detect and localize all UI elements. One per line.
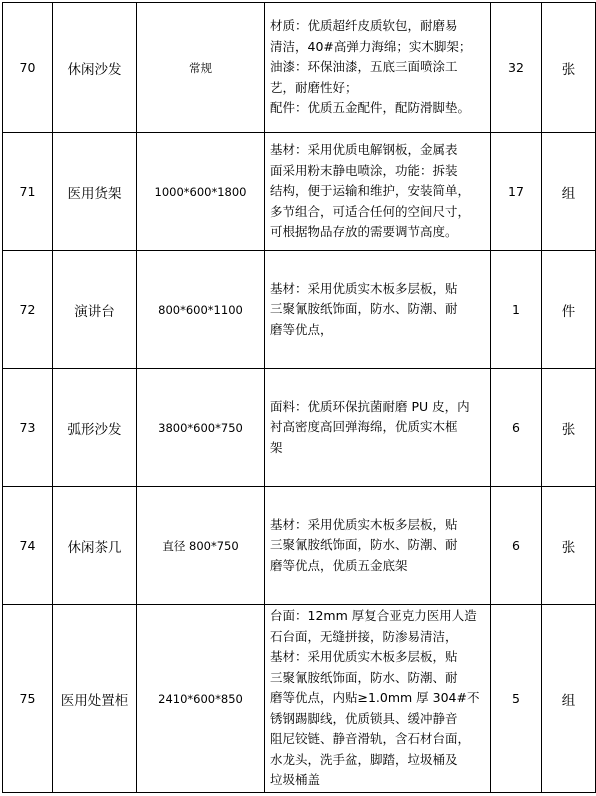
item-spec: 3800*600*750 (137, 369, 265, 487)
item-name: 休闲茶几 (53, 487, 137, 605)
item-number: 70 (3, 3, 53, 133)
table-row (3, 605, 596, 793)
description-line: 艺，耐磨性好； (270, 79, 358, 95)
description-line: 基材：采用优质实木板多层板，贴 (270, 516, 458, 532)
description-line: 衬高密度高回弹海绵，优质实木框 (270, 419, 458, 435)
table-row (3, 251, 596, 369)
item-number: 72 (3, 251, 53, 369)
item-description (265, 3, 491, 133)
description-line: 三聚氰胺纸饰面，防水、防潮、耐 (270, 669, 458, 685)
description-line: 三聚氰胺纸饰面，防水、防潮、耐 (270, 301, 458, 317)
table-row (3, 133, 596, 251)
description-line: 台面：12mm 厚复合亚克力医用人造 (270, 608, 477, 624)
table-row (3, 369, 596, 487)
product-spec-table (2, 2, 596, 793)
item-description (265, 369, 491, 487)
description-line: 锈钢踢脚线，优质锁具、缓冲静音 (270, 710, 458, 726)
description-line: 可根据物品存放的需要调节高度。 (270, 224, 458, 240)
description-line: 磨等优点，优质五金底架 (270, 557, 408, 573)
item-number: 71 (3, 133, 53, 251)
item-unit: 件 (542, 251, 596, 369)
description-line: 清洁，40#高弹力海绵；实木脚架； (270, 38, 472, 54)
item-description (265, 251, 491, 369)
item-number: 74 (3, 487, 53, 605)
table-row (3, 3, 596, 133)
item-unit: 张 (542, 487, 596, 605)
item-unit: 张 (542, 3, 596, 133)
description-line: 面采用粉末静电喷涂，功能：拆装 (270, 162, 458, 178)
description-line: 基材：采用优质实木板多层板，贴 (270, 280, 458, 296)
item-unit: 张 (542, 369, 596, 487)
item-quantity: 6 (491, 369, 542, 487)
description-line: 结构，便于运输和维护，安装简单， (270, 183, 471, 199)
description-line: 水龙头，洗手盆，脚踏，垃圾桶及 (270, 751, 458, 767)
item-unit: 组 (542, 605, 596, 793)
description-line: 石台面，无缝拼接，防渗易清洁， (270, 628, 458, 644)
description-line: 磨等优点， (270, 321, 333, 337)
item-description (265, 487, 491, 605)
description-line: 基材：采用优质电解钢板，金属表 (270, 142, 458, 158)
item-number: 75 (3, 605, 53, 793)
item-name: 医用处置柜 (53, 605, 137, 793)
item-spec: 直径 800*750 (137, 487, 265, 605)
description-line: 阻尼铰链、静音滑轨，含石材台面， (270, 731, 471, 747)
description-line: 架 (270, 439, 283, 455)
item-name: 演讲台 (53, 251, 137, 369)
description-line: 三聚氰胺纸饰面，防水、防潮、耐 (270, 537, 458, 553)
item-name: 弧形沙发 (53, 369, 137, 487)
item-quantity: 1 (491, 251, 542, 369)
description-line: 基材：采用优质实木板多层板，贴 (270, 649, 458, 665)
description-line: 多节组合，可适合任何的空间尺寸， (270, 203, 471, 219)
item-name: 休闲沙发 (53, 3, 137, 133)
description-line: 配件：优质五金配件，配防滑脚垫。 (270, 100, 471, 116)
description-line: 油漆：环保油漆，五底三面喷涂工 (270, 59, 458, 75)
item-quantity: 17 (491, 133, 542, 251)
description-line: 磨等优点，内贴≥1.0mm 厚 304#不 (270, 690, 480, 706)
item-spec: 800*600*1100 (137, 251, 265, 369)
item-quantity: 5 (491, 605, 542, 793)
description-line: 垃圾桶盖 (270, 772, 321, 788)
item-spec: 1000*600*1800 (137, 133, 265, 251)
item-description (265, 133, 491, 251)
item-number: 73 (3, 369, 53, 487)
item-unit: 组 (542, 133, 596, 251)
item-quantity: 6 (491, 487, 542, 605)
description-line: 面料：优质环保抗菌耐磨 PU 皮，内 (270, 398, 470, 414)
table-row (3, 487, 596, 605)
item-spec: 常规 (137, 3, 265, 133)
item-description (265, 605, 491, 793)
item-spec: 2410*600*850 (137, 605, 265, 793)
description-line: 材质：优质超纤皮质软包，耐磨易 (270, 18, 458, 34)
item-name: 医用货架 (53, 133, 137, 251)
item-quantity: 32 (491, 3, 542, 133)
